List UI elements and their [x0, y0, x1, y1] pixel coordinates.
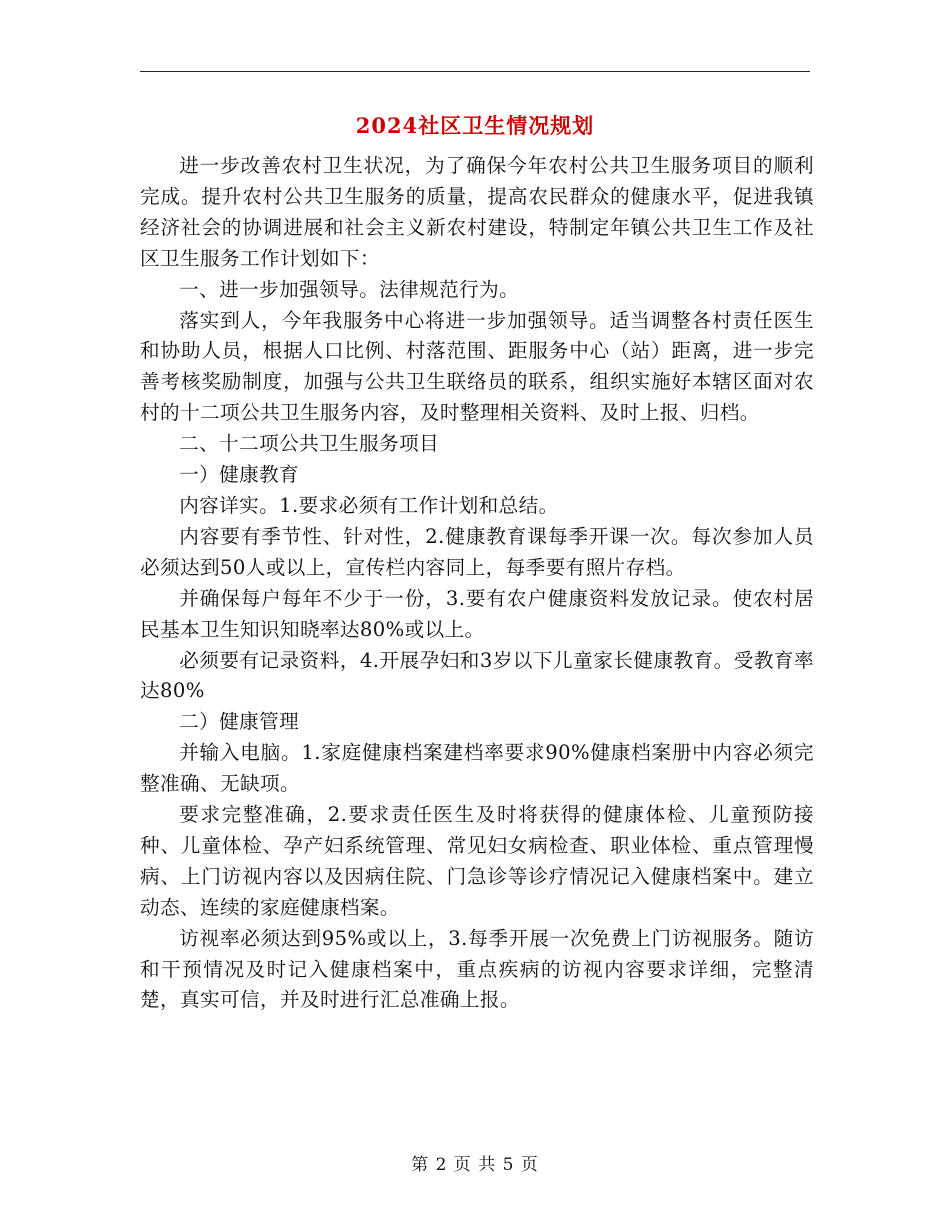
paragraph: 并确保每户每年不少于一份，3.要有农户健康资料发放记录。使农村居民基本卫生知识知晓率达80%或以上。 [140, 586, 814, 641]
paragraph: 访视率必须达到95%或以上，3.每季开展一次免费上门访视服务。随访和干预情况及时记入健康档案中，重点疾病的访视内容要求详细，完整清楚，真实可信，并及时进行汇总准确上报。 [140, 926, 814, 1012]
paragraph: 必须要有记录资料，4.开展孕妇和3岁以下儿童家长健康教育。受教育率达80% [140, 648, 814, 703]
page-total: 5 [502, 1155, 515, 1175]
paragraph: 内容要有季节性、针对性，2.健康教育课每季开课一次。每次参加人员必须达到50人或以上，宣传栏内容同上，每季要有照片存档。 [140, 524, 814, 579]
page-prefix: 第 [411, 1155, 430, 1175]
paragraph: 要求完整准确，2.要求责任医生及时将获得的健康体检、儿童预防接种、儿童体检、孕产妇系统管理、常见妇女病检查、职业体检、重点管理慢病、上门访视内容以及因病住院、门急诊等诊疗情况记入健康档案中。建立动态、连续的家庭健康档案。 [140, 803, 814, 919]
page-footer [0, 1153, 950, 1177]
paragraph: 并输入电脑。1.家庭健康档案建档率要求90%健康档案册中内容必须完整准确、无缺项。 [140, 741, 814, 796]
paragraph: 进一步改善农村卫生状况，为了确保今年农村公共卫生服务项目的顺利完成。提升农村公共卫生服务的质量，提高农民群众的健康水平，促进我镇经济社会的协调进展和社会主义新农村建设，特制定年镇公共卫生工作及社区卫生服务工作计划如下： [140, 154, 814, 270]
subsection-heading: 二）健康管理 [179, 710, 300, 734]
page-mid: 页 共 [453, 1155, 497, 1175]
paragraph: 内容详实。1.要求必须有工作计划和总结。 [179, 493, 559, 517]
header-rule [140, 71, 810, 72]
section-heading: 二、十二项公共卫生服务项目 [179, 432, 440, 456]
document-body [140, 151, 814, 1016]
section-heading: 一、进一步加强领导。法律规范行为。 [179, 277, 520, 301]
page-suffix: 页 [520, 1155, 539, 1175]
subsection-heading: 一）健康教育 [179, 463, 300, 487]
document-title: 2024社区卫生情况规划 [355, 113, 595, 138]
paragraph: 落实到人，今年我服务中心将进一步加强领导。适当调整各村责任医生和协助人员，根据人口比例、村落范围、距服务中心（站）距离，进一步完善考核奖励制度，加强与公共卫生联络员的联系，组织实施好本辖区面对农村的十二项公共卫生服务内容，及时整理相关资料、及时上报、归档。 [140, 308, 814, 425]
page-current: 2 [435, 1155, 448, 1175]
